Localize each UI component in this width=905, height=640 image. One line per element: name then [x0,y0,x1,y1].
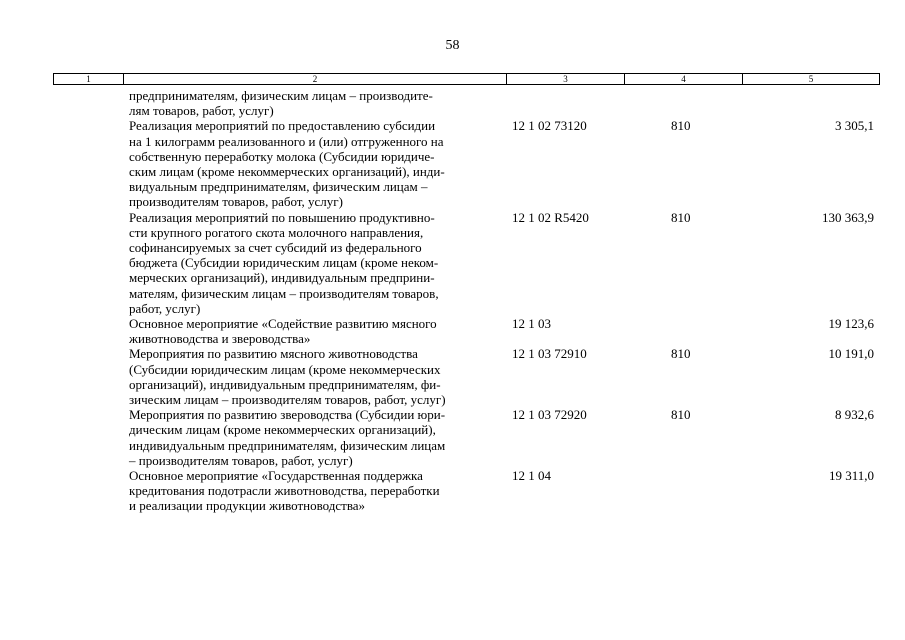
page-number: 58 [445,38,460,53]
header-col-3: 3 [507,74,625,84]
row-code: 12 1 03 72910 [512,346,587,362]
row-name: Основное мероприятие «Содействие развитию мясного животноводства и звероводства» [129,316,437,347]
row-code: 12 1 04 [512,468,551,484]
table-row [0,88,905,118]
row-name: Мероприятия по развитию звероводства (Субсидии юри- дическим лицам (кроме некоммерческих организаций), индивидуальным предпринимателям, физическим лицам – производителям товаров, работ, услуг) [129,407,446,468]
row-sum: 19 311,0 [828,468,874,484]
row-code: 12 1 02 R5420 [512,209,589,225]
header-col-2: 2 [124,74,507,84]
table-header [53,73,880,85]
row-name: предпринимателям, физическим лицам – производите- лям товаров, работ, услуг) [129,88,433,119]
table-row [0,316,905,346]
table-row [0,468,905,514]
table-row [0,346,905,407]
table-body [0,88,905,514]
row-name: Реализация мероприятий по предоставлению субсидии на 1 килограмм реализованного и (или) отгруженного на собственную переработку молока (Субсидии юридиче- ским лицам (кроме некоммерческих организаций), инди- видуальным предпринимателям, физическим лицам – производителям товаров, работ, услуг) [129,118,445,210]
row-name: Мероприятия по развитию мясного животноводства (Субсидии юридическим лицам (кроме некоммерческих организаций), индивидуальным предпринимателям, фи- зическим лицам – производителям товаров, работ, услуг) [129,346,446,408]
row-code: 12 1 03 72920 [512,407,587,423]
table-row [0,407,905,468]
row-code: 12 1 03 [512,316,551,332]
row-code: 12 1 02 73120 [512,118,587,134]
row-vr: 810 [671,346,691,362]
header-col-4: 4 [625,74,743,84]
row-sum: 10 191,0 [828,346,874,362]
row-sum: 8 932,6 [835,407,874,423]
row-sum: 130 363,9 [822,209,874,225]
header-col-5: 5 [808,74,814,84]
header-col-1: 1 [54,74,124,84]
row-vr: 810 [671,209,691,225]
row-sum: 19 123,6 [828,316,874,332]
row-name: Основное мероприятие «Государственная поддержка кредитования подотрасли животноводства, переработки и реализации продукции животноводства» [129,468,440,514]
row-vr: 810 [671,118,691,134]
row-name: Реализация мероприятий по повышению продуктивно- сти крупного рогатого скота молочного направления, софинансируемых за счет субсидий из федерального бюджета (Субсидии юридическим лицам (кроме неком- мерческих организаций), индивидуальным предприни- мателям, физическим лицам – производителям товаров, работ, услуг) [129,209,439,316]
row-sum: 3 305,1 [835,118,874,134]
row-vr: 810 [671,407,691,423]
table-row [0,210,905,316]
table-row [0,118,905,209]
